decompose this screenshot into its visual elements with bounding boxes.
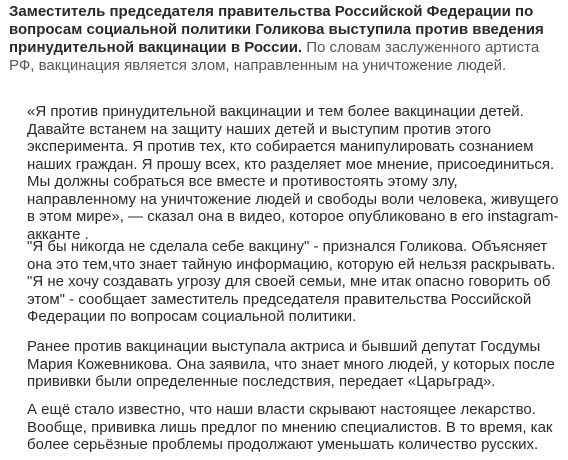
article-lead [9, 3, 561, 75]
lead-headline: Заместитель председателя правительства Российской Федерации по вопросам социальной политики Голикова выступила против введения принудительной вакцинации в России. [9, 3, 544, 56]
article-paragraph-quote: «Я против принудительной вакцинации и тем более вакцинации детей. Давайте встанем на защиту наших детей и выступим против этого эксперимента. Я против тех, кто собирается манипулировать сознанием наших граждан. Я прошу всех, кто разделяет мое мнение, присоединиться. Мы должны собраться все вместе и противостоять этому злу, направленному на уничтожение людей и свободы воли человека, живущего в этом мире», — сказал она в видео, которое опубликовано в его instagram-акканте . [27, 103, 559, 243]
article-paragraph-medicine: А ещё стало известно, что наши власти скрывают настоящее лекарство. Вообще, прививка лишь предлог по мнению специалистов. В то время, как более серьёзные проблемы продолжают уменьшать количество русских. [27, 401, 553, 453]
lead-summary: По словам заслуженного артиста РФ, вакцинация является злом, направленным на уничтожение людей. [9, 39, 540, 74]
article-paragraph-admission: "Я бы никогда не сделала себе вакцину" - признался Голикова. Объясняет она это тем,что знает тайную информацию, которую ей нельзя раскрывать. "Я не хочу создавать угрозу для своей семьи, мне итак опасно говорить об этом" - сообщает заместитель председателя правительства Российской Федерации по вопросам социальной политики. [27, 238, 556, 325]
article-paragraph-earlier: Ранее против вакцинации выступала актриса и бывший депутат Госдумы Мария Кожевникова. Она заявила, что знает много людей, у которых после прививки были определенные последствия, передает «Царьград». [27, 338, 555, 390]
